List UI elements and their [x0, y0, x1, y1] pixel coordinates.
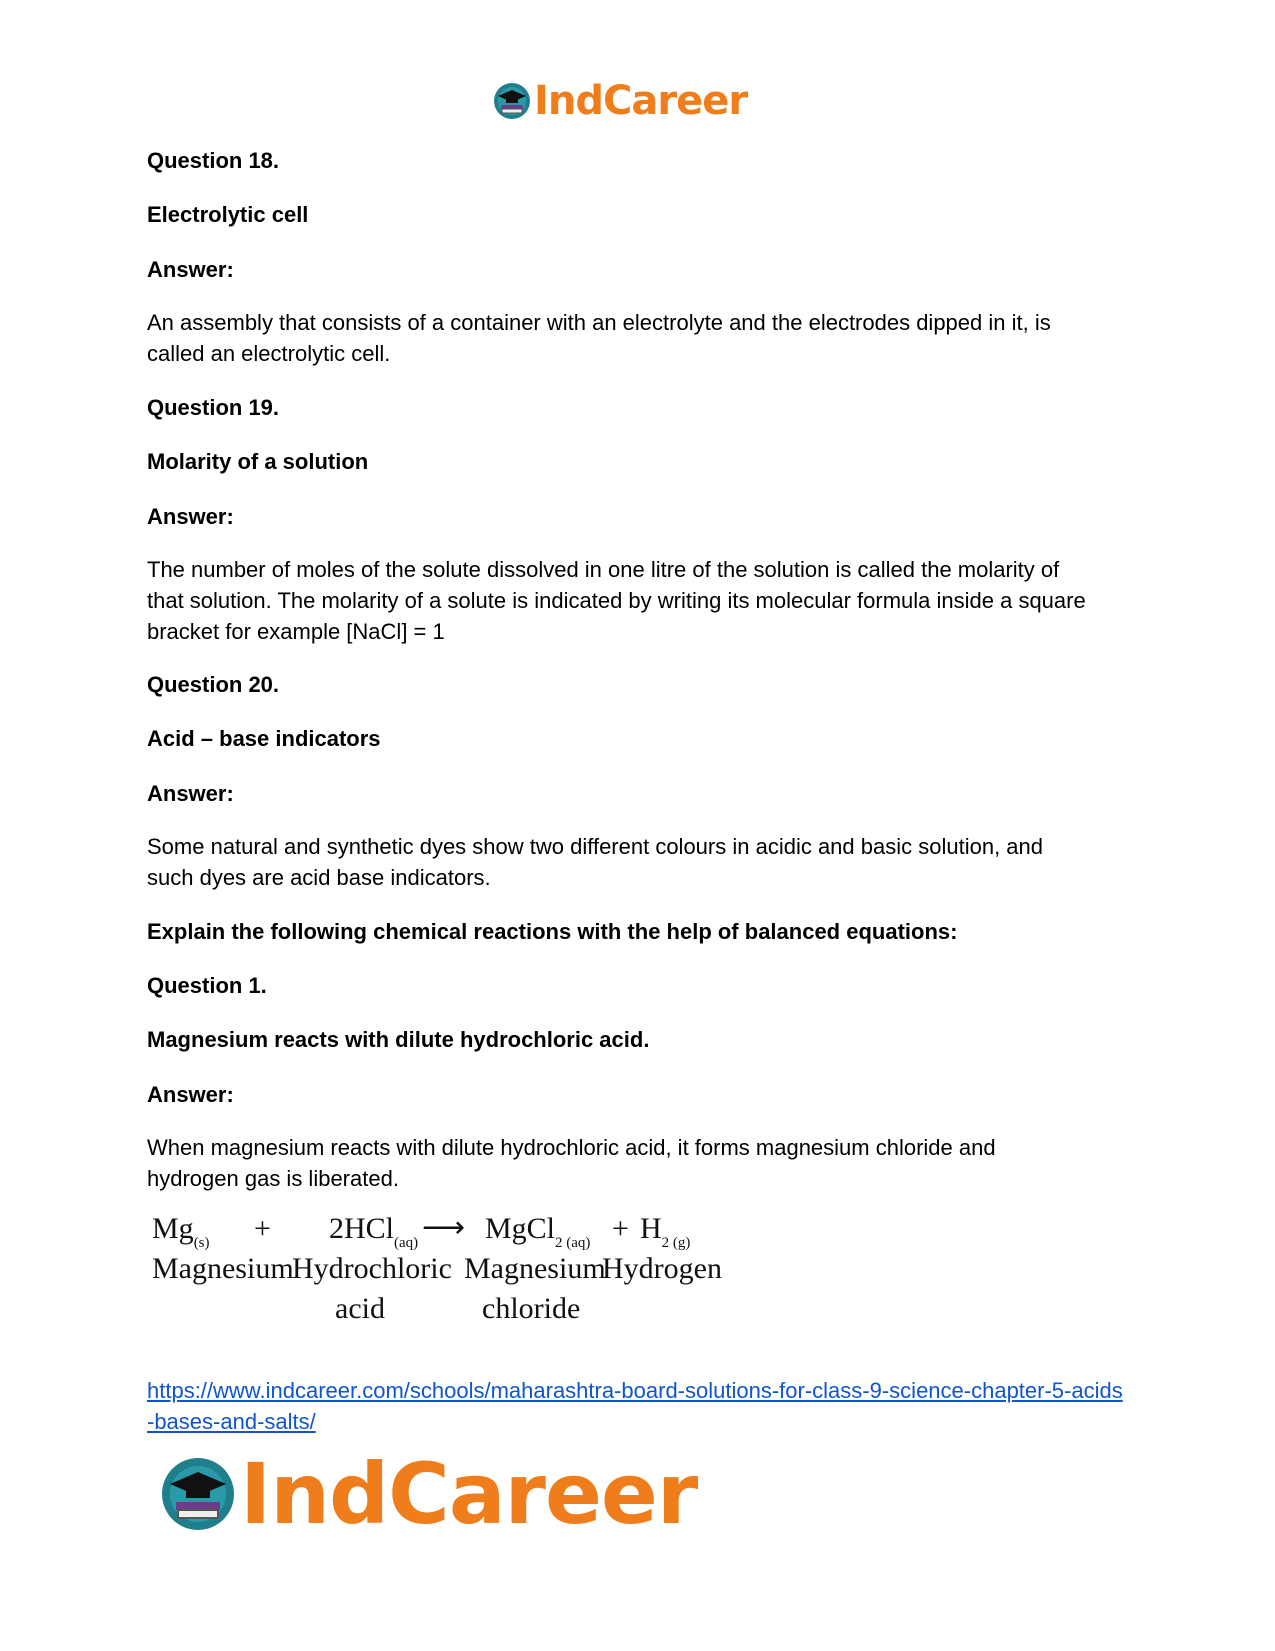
- equation-label-hydrochloric: Hydrochloric: [292, 1252, 452, 1285]
- question-19-answer-label: Answer:: [147, 504, 234, 529]
- question-20-answer-text: Some natural and synthetic dyes show two different colours in acidic and basic solution, and such dyes are acid base indicators.: [147, 834, 1043, 890]
- graduation-cap-books-icon: [158, 1454, 238, 1534]
- section-heading: Explain the following chemical reactions with the help of balanced equations:: [147, 919, 958, 944]
- equation-plus-2: +: [612, 1212, 629, 1245]
- equation-label-magnesium: Magnesium: [152, 1252, 294, 1285]
- question-19-title: Molarity of a solution: [147, 449, 369, 474]
- source-link-container: [147, 1375, 1127, 1437]
- equation-label-chloride: chloride: [482, 1292, 581, 1325]
- equation-label-hydrogen: Hydrogen: [602, 1252, 722, 1285]
- question-18-title: Electrolytic cell: [147, 202, 309, 227]
- question-20-answer-label: Answer:: [147, 781, 234, 806]
- question-20-heading: Question 20.: [147, 672, 280, 697]
- question-18-heading: Question 18.: [147, 148, 280, 173]
- chemical-equation: [152, 1211, 732, 1325]
- equation-h2: $H_{2 (g)}$: [640, 1212, 691, 1251]
- header-logo-text: IndCareer: [534, 78, 748, 124]
- equation-mg: $Mg_{(s)}$: [152, 1212, 210, 1251]
- header-logo: [492, 78, 747, 124]
- question-18-answer-text: An assembly that consists of a container with an electrolyte and the electrodes dipped in it, is called an electrolytic cell.: [147, 310, 1051, 366]
- footer-logo-text: IndCareer: [240, 1445, 698, 1543]
- question-1-answer-text: When magnesium reacts with dilute hydrochloric acid, it forms magnesium chloride and hydrogen gas is liberated.: [147, 1135, 996, 1191]
- question-1-title: Magnesium reacts with dilute hydrochloric acid.: [147, 1027, 650, 1052]
- equation-arrow: ⟶: [422, 1211, 466, 1244]
- equation-plus-1: +: [254, 1212, 271, 1245]
- equation-label-magnesium-2: Magnesium: [464, 1252, 606, 1285]
- source-link[interactable]: https://www.indcareer.com/schools/maharashtra-board-solutions-for-class-9-science-chapter-5-acids-bases-and-salts/: [147, 1378, 1123, 1434]
- graduation-cap-books-icon: [492, 81, 532, 121]
- question-19-answer-text: The number of moles of the solute dissolved in one litre of the solution is called the molarity of that solution. The molarity of a solute is indicated by writing its molecular formula inside a square bracket for example [NaCl] = 1: [147, 557, 1086, 644]
- question-20-title: Acid – base indicators: [147, 726, 381, 751]
- equation-label-acid: acid: [335, 1292, 385, 1325]
- equation-hcl: 2HCl$_{(aq)}$: [329, 1212, 419, 1251]
- question-1-heading: Question 1.: [147, 973, 267, 998]
- question-18-answer-label: Answer:: [147, 257, 234, 282]
- question-19-heading: Question 19.: [147, 395, 280, 420]
- question-1-answer-label: Answer:: [147, 1082, 234, 1107]
- footer-logo: [158, 1445, 698, 1543]
- equation-mgcl2: MgCl$_{2 (aq)}$: [485, 1212, 591, 1251]
